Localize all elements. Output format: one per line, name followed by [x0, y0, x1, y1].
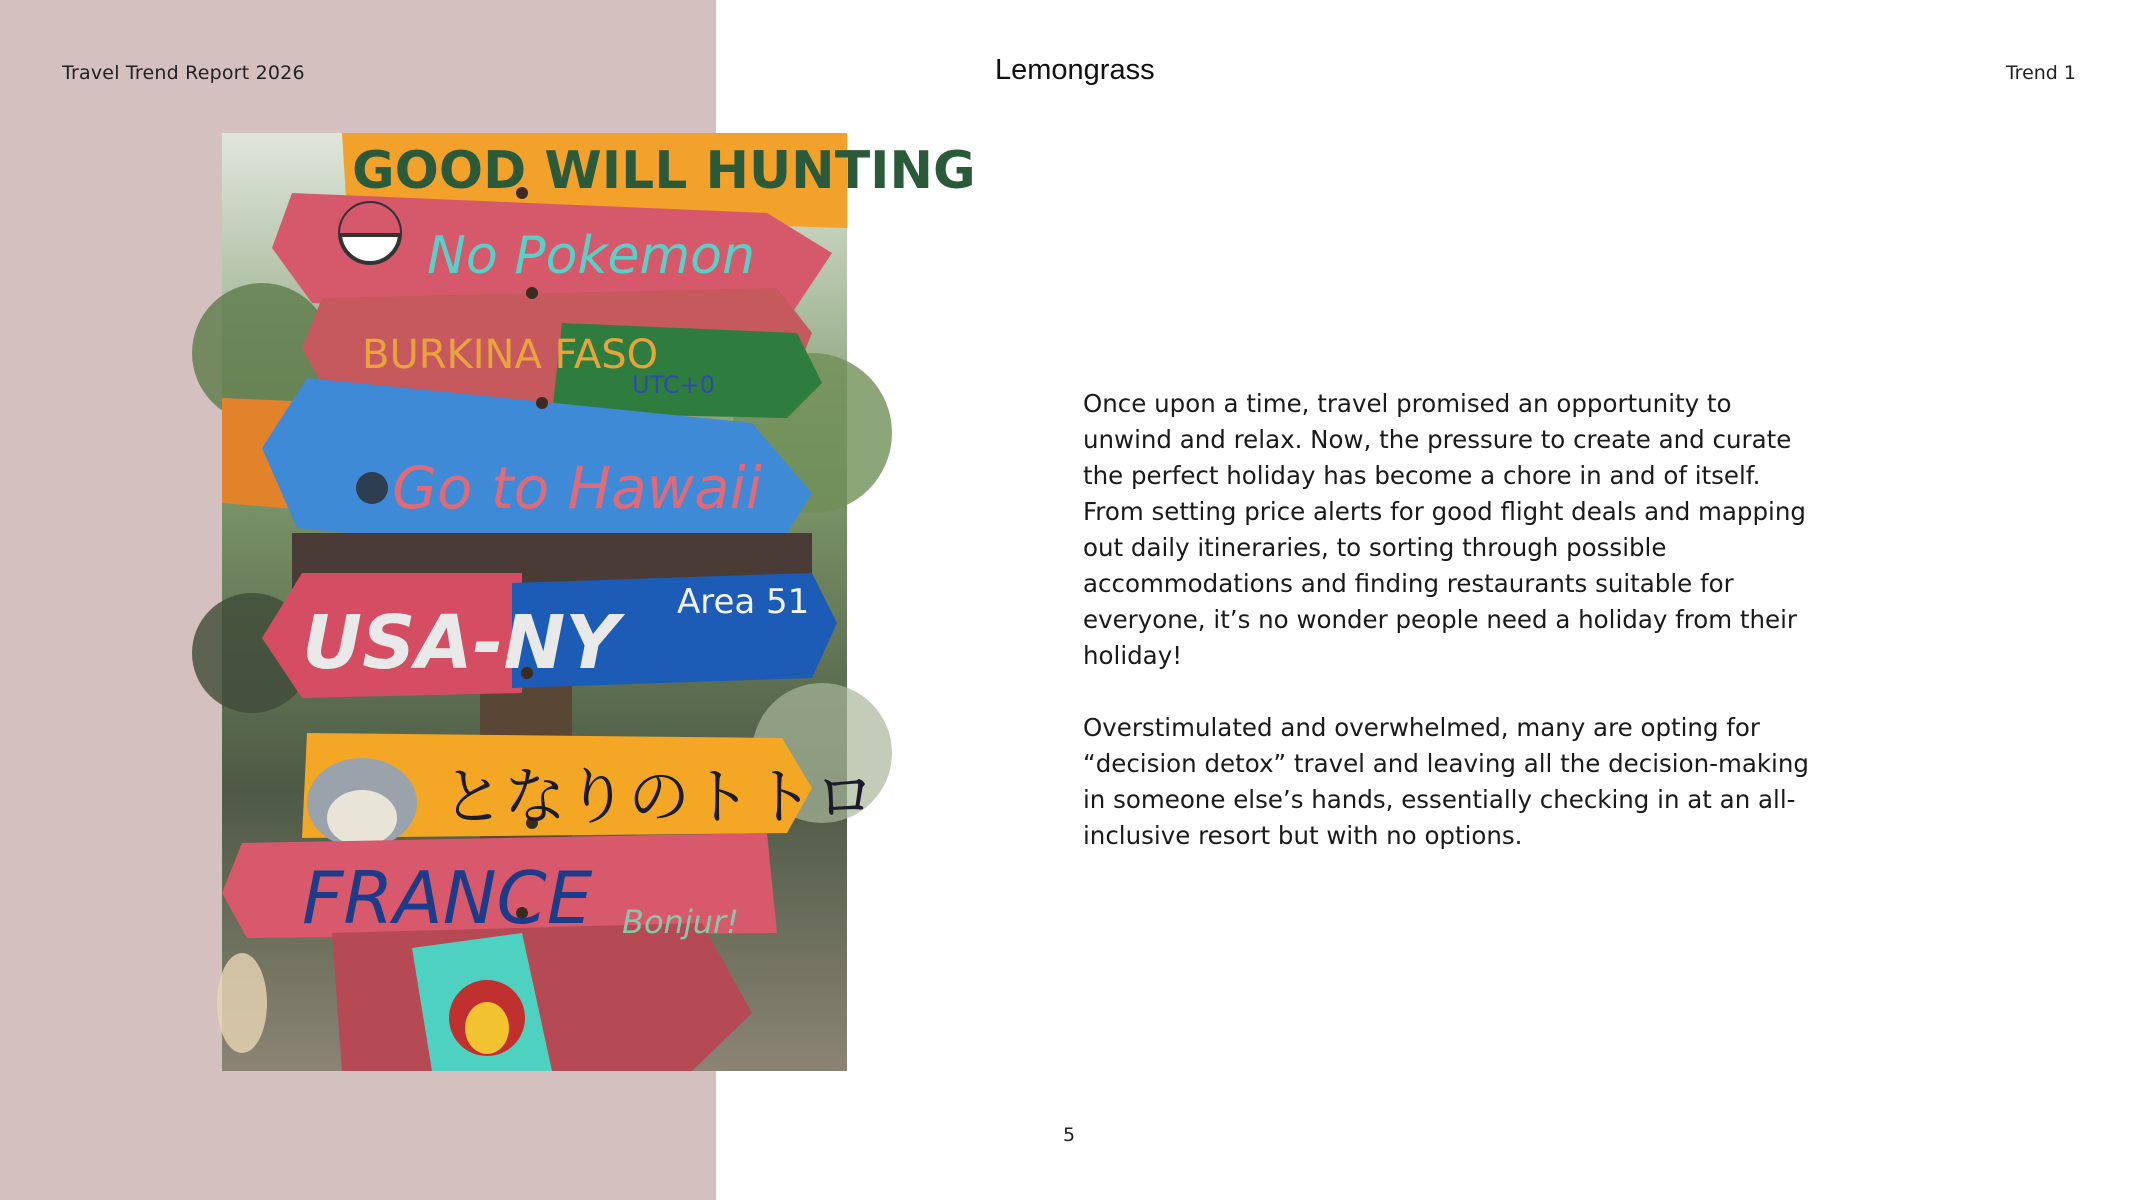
sign-text-area-51: Area 51 — [677, 582, 810, 622]
sign-text-burkina: BURKINA FASO — [362, 332, 659, 378]
sign-text-good-will-hunting: GOOD WILL HUNTING — [352, 141, 976, 201]
report-title: Travel Trend Report 2026 — [62, 62, 305, 84]
section-label: Trend 1 — [2005, 62, 2076, 84]
sign-text-usa-ny: USA-NY — [302, 600, 619, 686]
body-paragraph: Once upon a time, travel promised an opportunity to unwind and relax. Now, the pressure to create and curate the perfect holiday has become a chore in and of itself. From setting price alerts for good flight deals and mapping out daily itineraries, to sorting through possible accommodations and finding restaurants suitable for everyone, it’s no wonder people need a holiday from their holiday! — [1083, 389, 1806, 670]
page-number: 5 — [1063, 1124, 1076, 1146]
sign-text-totoro: となりのトトロ — [442, 760, 877, 833]
signpost-photo — [222, 133, 976, 1071]
sign-text-utc: UTC+0 — [632, 371, 715, 399]
body-copy — [1083, 386, 1823, 890]
sign-text-bonjur: Bonjur! — [622, 903, 739, 941]
sign-text-france: FRANCE — [302, 856, 593, 940]
brand-logo: Lemongrass — [995, 54, 1155, 86]
sign-text-hawaii: Go to Hawaii — [392, 454, 762, 522]
body-paragraph: Overstimulated and overwhelmed, many are opting for “decision detox” travel and leaving all the decision-making in someone else’s hands, essentially checking in at an all-inclusive resort but with no options. — [1083, 713, 1809, 850]
signpost-illustration — [222, 133, 976, 1071]
sign-text-no-pokemon: No Pokemon — [427, 226, 755, 286]
